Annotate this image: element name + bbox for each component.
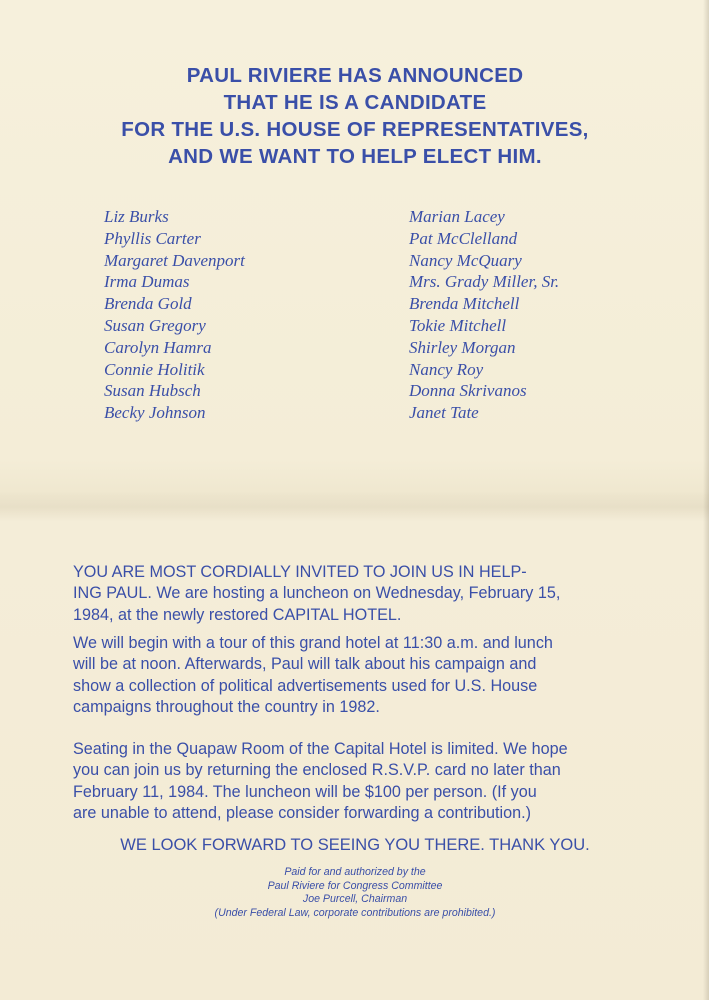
rsvp-paragraph [73,739,639,824]
schedule-paragraph [73,633,639,718]
headline-line: PAUL RIVIERE HAS ANNOUNCED [186,64,524,87]
disclaimer-line: Paid for and authorized by the [284,866,426,878]
supporter-name: Brenda Mitchell [409,294,520,314]
text-line: Seating in the Quapaw Room of the Capital Hotel is limited. We hope [73,740,568,758]
headline-line: AND WE WANT TO HELP ELECT HIM. [168,145,542,168]
supporter-name: Pat McClelland [409,228,518,248]
supporter-name: Irma Dumas [104,272,190,292]
supporter-name: Connie Holitik [104,359,205,379]
supporter-name: Margaret Davenport [104,250,245,270]
supporter-name: Susan Gregory [104,315,206,335]
text-line: will be at noon. Afterwards, Paul will talk about his campaign and [73,655,537,674]
supporters-list-left [104,206,245,424]
announcement-headline [40,62,670,170]
supporter-name: Nancy Roy [409,359,484,379]
text-line: you can join us by returning the enclosed R.S.V.P. card no later than [73,761,561,780]
headline-line: THAT HE IS A CANDIDATE [223,91,487,114]
supporter-name: Shirley Morgan [409,337,516,357]
supporter-name: Donna Skrivanos [409,381,527,401]
supporter-name: Carolyn Hamra [104,337,212,357]
supporter-name: Marian Lacey [409,207,505,226]
disclaimer-line: (Under Federal Law, corporate contributions are prohibited.) [214,906,496,919]
paper-fold-crease [0,492,709,522]
disclaimer-line: Paul Riviere for Congress Committee [267,879,443,892]
text-line: February 11, 1984. The luncheon will be $100 per person. (If you [73,782,537,801]
supporters-list-right [409,206,559,424]
supporter-name: Brenda Gold [104,294,192,314]
text-line: YOU ARE MOST CORDIALLY INVITED TO JOIN US IN HELP- [73,563,527,581]
supporter-name: Mrs. Grady Miller, Sr. [409,272,560,292]
supporter-name: Liz Burks [104,207,169,226]
text-line: ING PAUL. We are hosting a luncheon on Wednesday, February 15, [73,584,561,603]
supporter-name: Becky Johnson [104,403,206,423]
text-line: show a collection of political advertisements used for U.S. House [73,676,538,695]
supporter-name: Susan Hubsch [104,381,201,401]
supporter-name: Tokie Mitchell [409,315,507,335]
text-line: 1984, at the newly restored CAPITAL HOTEL. [73,605,402,624]
disclaimer-line: Joe Purcell, Chairman [302,893,408,905]
closing-line: WE LOOK FORWARD TO SEEING YOU THERE. THANK YOU. [120,836,590,854]
supporter-name: Nancy McQuary [409,250,522,270]
invitation-paragraph [73,562,639,626]
text-line: campaigns throughout the country in 1982. [73,697,380,716]
headline-line: FOR THE U.S. HOUSE OF REPRESENTATIVES, [121,118,589,141]
text-line: We will begin with a tour of this grand hotel at 11:30 a.m. and lunch [73,634,553,652]
supporter-name: Janet Tate [409,403,479,423]
paid-for-disclaimer [100,866,610,920]
text-line: are unable to attend, please consider forwarding a contribution.) [73,803,532,822]
supporter-name: Phyllis Carter [104,228,201,248]
paper-edge-shadow [703,0,709,1000]
